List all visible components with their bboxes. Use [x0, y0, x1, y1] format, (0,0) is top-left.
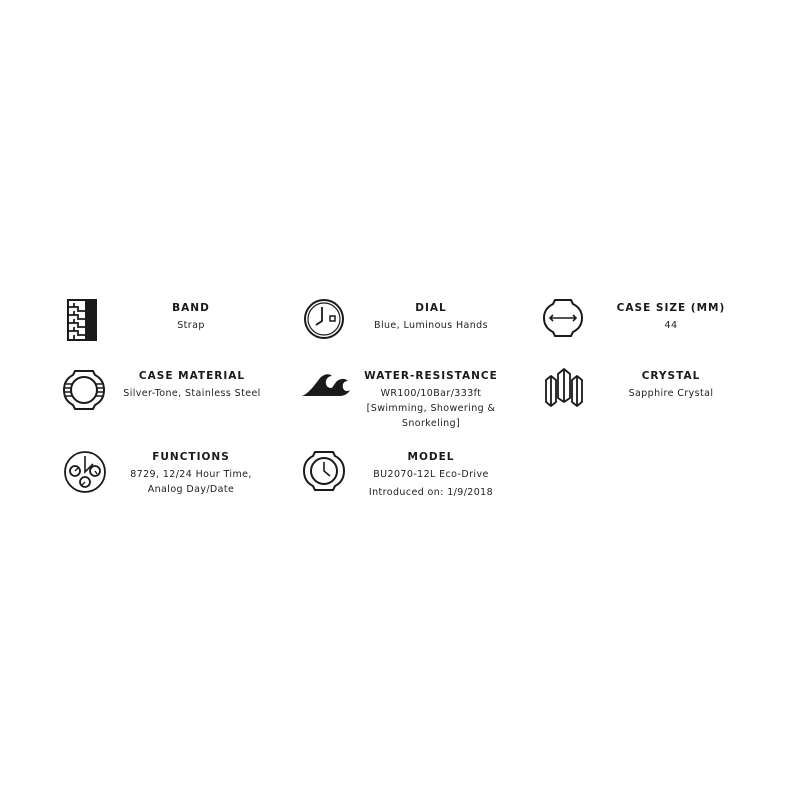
spec-value: Introduced on: 1/9/2018	[368, 487, 494, 498]
spec-title: MODEL	[407, 451, 455, 463]
spec-case-material-text	[112, 369, 272, 401]
spec-title: DIAL	[415, 302, 447, 314]
spec-dial-text	[356, 301, 506, 333]
spec-title: CASE SIZE (MM)	[616, 302, 726, 314]
spec-value: BU2070-12L Eco-Drive	[373, 469, 489, 480]
spec-value: 44	[664, 320, 678, 331]
spec-title: CRYSTAL	[641, 370, 701, 382]
spec-title: BAND	[172, 302, 210, 314]
spec-title: CASE MATERIAL	[138, 370, 246, 382]
spec-value: [Swimming, Showering &	[366, 403, 496, 414]
case-material-icon	[62, 368, 106, 412]
spec-water-resistance-text	[356, 369, 506, 431]
spec-crystal-text	[596, 369, 746, 401]
case-size-icon	[541, 296, 585, 340]
wave-icon	[300, 366, 352, 410]
spec-model-text	[356, 450, 506, 500]
spec-value: Snorkeling]	[401, 418, 461, 429]
watch-icon	[302, 449, 346, 493]
spec-value: Blue, Luminous Hands	[374, 320, 488, 331]
crystal-icon	[542, 366, 586, 410]
spec-value: Strap	[177, 320, 205, 331]
spec-case-size-text	[596, 301, 746, 333]
dial-clock-icon	[302, 297, 346, 341]
spec-value: 8729, 12/24 Hour Time,	[130, 469, 252, 480]
spec-band-text	[116, 301, 266, 333]
spec-value: WR100/10Bar/333ft	[380, 388, 482, 399]
band-bracelet-icon	[64, 298, 108, 342]
spec-functions-text	[116, 450, 266, 497]
spec-value: Sapphire Crystal	[628, 388, 714, 399]
spec-value: Silver-Tone, Stainless Steel	[123, 388, 261, 399]
spec-title: FUNCTIONS	[152, 451, 230, 463]
spec-title: WATER-RESISTANCE	[364, 370, 498, 382]
spec-value: Analog Day/Date	[147, 484, 235, 495]
chronograph-icon	[63, 450, 107, 494]
